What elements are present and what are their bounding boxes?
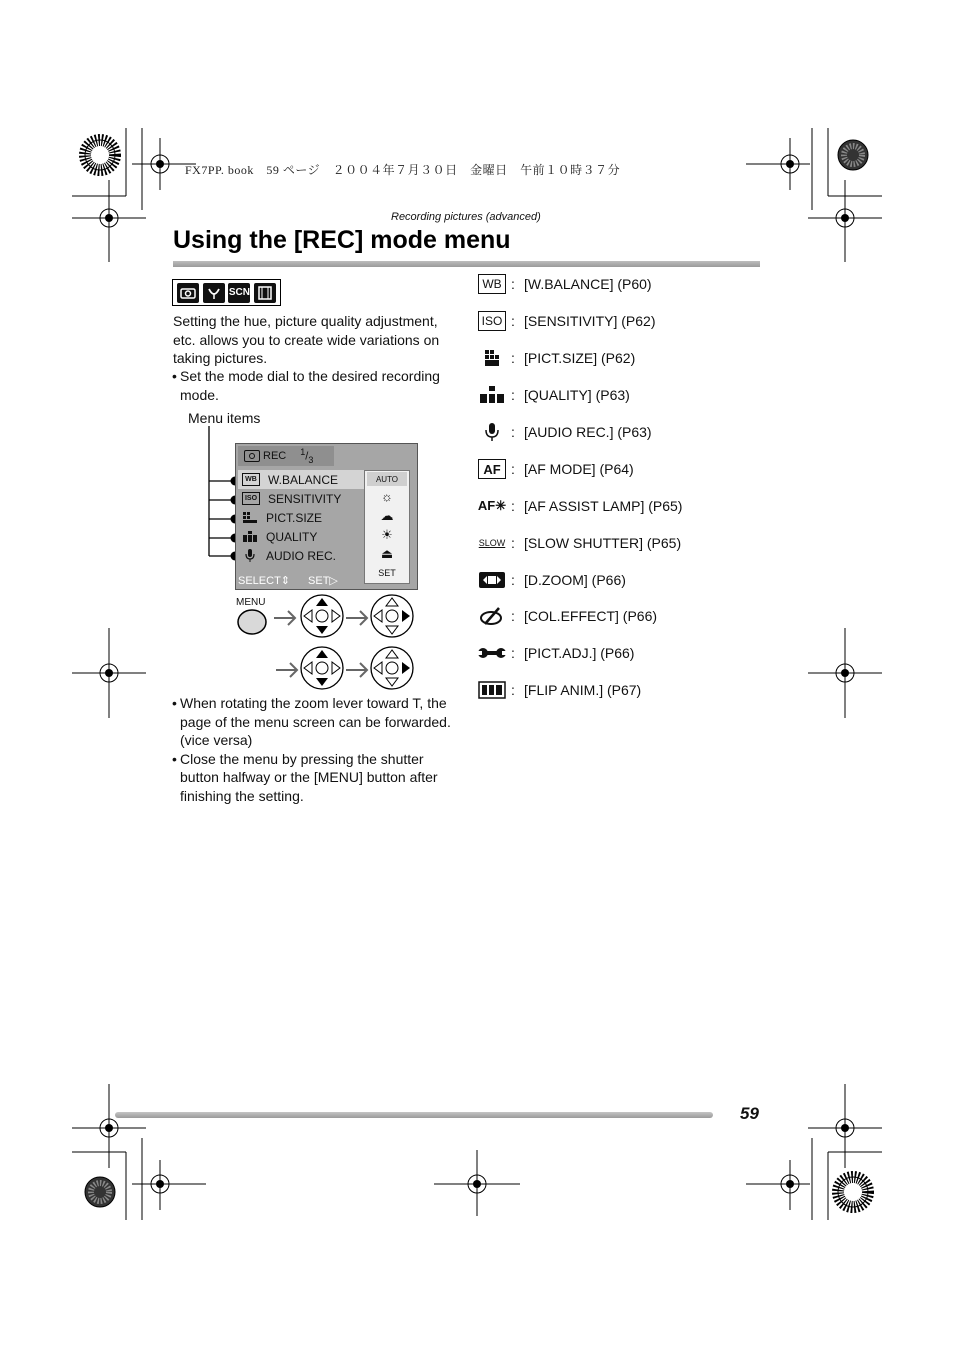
lcd-page-indicator: $^1/_3$ (300, 447, 314, 465)
col-effect-icon (478, 606, 506, 626)
item-pict-adj: : [PICT.ADJ.] (P66) (478, 642, 634, 664)
bottom-rule (115, 1112, 713, 1118)
menu-button-label: MENU (236, 597, 266, 608)
menu-button[interactable] (238, 610, 266, 634)
bullet-item: • When rotating the zoom lever toward T, the page of the menu screen can be forwarded. (vice versa) (172, 694, 462, 750)
bullets-bottom (172, 694, 462, 805)
item-text: [QUALITY] (P63) (524, 387, 630, 403)
button-sequence-diagram (236, 593, 421, 693)
lcd-footer-select: SELECT⇕ (238, 574, 291, 587)
menu-items-label: Menu items (188, 410, 261, 426)
white-set-label: SET (378, 567, 396, 578)
rec-menu-screen (235, 443, 418, 590)
pict-size-icon (242, 512, 258, 523)
item-d-zoom: : [D.ZOOM] (P66) (478, 569, 626, 591)
bullet-item: • Set the mode dial to the desired recording mode. (172, 367, 462, 404)
item-col-effect: : [COL.EFFECT] (P66) (478, 605, 657, 627)
microphone-icon (242, 550, 258, 561)
item-quality: : [QUALITY] (P63) (478, 384, 630, 406)
item-audio-rec: : [AUDIO REC.] (P63) (478, 421, 652, 443)
item-sensitivity: ISO : [SENSITIVITY] (P62) (478, 310, 655, 332)
cursor-pad-up-down-2[interactable] (301, 647, 343, 689)
item-text: [SENSITIVITY] (P62) (524, 313, 656, 329)
lcd-row-pict-size[interactable] (238, 508, 364, 527)
af-mode-icon: AF (478, 459, 506, 479)
camera-icon (244, 450, 260, 462)
lcd-row-label: SENSITIVITY (268, 491, 342, 506)
item-text: [COL.EFFECT] (P66) (524, 608, 658, 624)
item-af-assist-lamp: AF✳ : [AF ASSIST LAMP] (P65) (477, 498, 683, 514)
quality-icon (242, 531, 258, 542)
cursor-pad-right-2[interactable] (371, 647, 413, 689)
bullet-item: • Close the menu by pressing the shutter button halfway or the [MENU] button after finishing the setting. (172, 750, 462, 806)
item-text: [SLOW SHUTTER] (P65) (524, 535, 682, 551)
wb-icon: WB (242, 473, 260, 486)
camera-icon (177, 283, 199, 303)
cursor-pad-up-down[interactable] (301, 595, 343, 637)
lcd-row-label: PICT.SIZE (266, 510, 323, 525)
file-header: FX7PP. book 59 ページ ２００４年７月３０日 金曜日 午前１０時３７分 (185, 163, 621, 177)
mode-icons-box (172, 279, 281, 306)
cursor-pad-right[interactable] (371, 595, 413, 637)
macro-icon (203, 283, 225, 303)
title-rule (173, 261, 760, 267)
item-w-balance: WB : [W.BALANCE] (P60) (478, 273, 652, 295)
white-set-icon[interactable]: ⏏ (380, 545, 394, 561)
lcd-row-sensitivity[interactable] (238, 489, 364, 508)
wrench-icon (478, 643, 506, 663)
lcd-submenu (364, 470, 410, 584)
item-text: [PICT.ADJ.] (P66) (524, 645, 635, 661)
item-af-mode: AF : [AF MODE] (P64) (478, 458, 634, 480)
quality-icon (478, 385, 506, 405)
cloudy-icon[interactable]: ☁ (380, 507, 394, 523)
lcd-row-label: AUDIO REC. (266, 548, 337, 563)
item-text: [AUDIO REC.] (P63) (524, 424, 652, 440)
lcd-row-label: QUALITY (266, 529, 318, 544)
lcd-tab-label: REC (263, 450, 287, 462)
page-title: Using the [REC] mode menu (173, 226, 511, 254)
item-slow-shutter: SLOW : [SLOW SHUTTER] (P65) (478, 535, 682, 551)
movie-icon (254, 283, 276, 303)
lcd-row-w-balance[interactable] (238, 470, 364, 489)
microphone-icon (478, 422, 506, 442)
flip-anim-icon (478, 680, 506, 700)
af-assist-lamp-icon: AF✳ (477, 498, 507, 513)
lcd-row-quality[interactable] (238, 527, 364, 546)
lcd-tab (238, 446, 334, 466)
lcd-row-audio-rec[interactable] (238, 546, 364, 565)
item-text: [FLIP ANIM.] (P67) (524, 682, 642, 698)
scene-icon: SCN (228, 283, 250, 303)
d-zoom-icon (478, 570, 506, 590)
item-text: [W.BALANCE] (P60) (524, 276, 652, 292)
lcd-menu-list (238, 470, 364, 565)
halogen-icon[interactable]: ☀ (381, 526, 393, 542)
item-text: [D.ZOOM] (P66) (524, 572, 626, 588)
lcd-row-label: W.BALANCE (268, 472, 339, 487)
lcd-footer (238, 572, 416, 588)
item-text: [AF MODE] (P64) (524, 461, 634, 477)
item-pict-size: : [PICT.SIZE] (P62) (478, 347, 635, 369)
wb-icon: WB (478, 274, 506, 294)
running-head: Recording pictures (advanced) (391, 211, 541, 223)
iso-icon: ISO (478, 311, 506, 331)
intro-text: Setting the hue, picture quality adjustment, etc. allows you to create wide variations on taking pictures. (173, 313, 440, 366)
lcd-footer-set: SET▷ (308, 574, 338, 587)
pict-size-icon (478, 348, 506, 368)
item-text: [PICT.SIZE] (P62) (524, 350, 636, 366)
page-number: 59 (740, 1104, 759, 1123)
item-flip-anim: : [FLIP ANIM.] (P67) (478, 679, 641, 701)
bullets-top (172, 367, 462, 404)
item-text: [AF ASSIST LAMP] (P65) (524, 498, 683, 514)
lcd-sub-auto[interactable]: AUTO (367, 472, 407, 486)
slow-shutter-icon: SLOW (478, 538, 506, 548)
daylight-icon[interactable]: ☼ (381, 489, 393, 504)
iso-icon: ISO (242, 492, 260, 505)
